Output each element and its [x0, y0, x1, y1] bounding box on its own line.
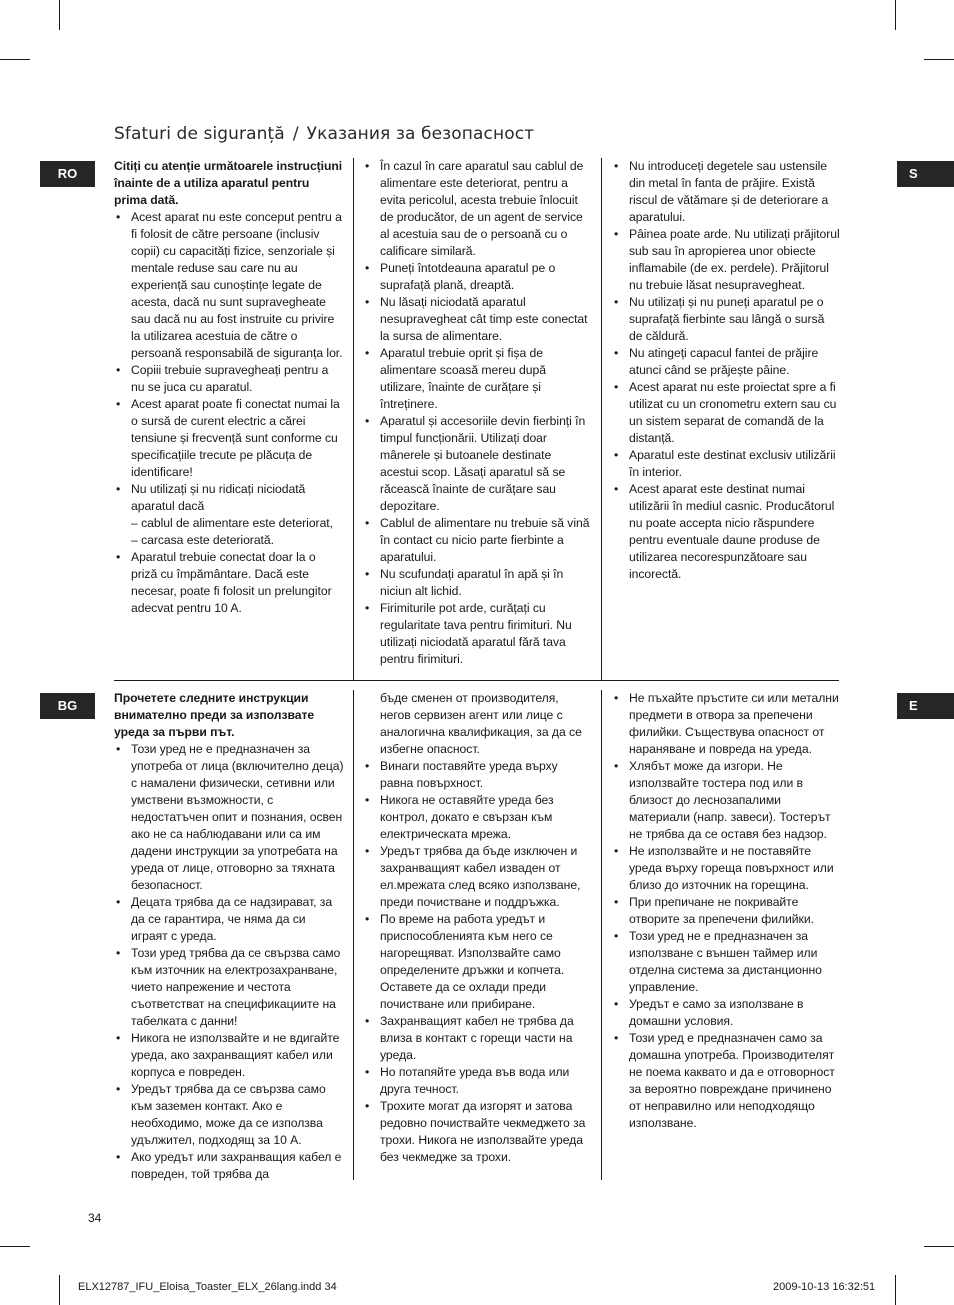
- crop-mark: [924, 1246, 954, 1247]
- ro-list-1: [114, 209, 344, 515]
- ro-list-3: [612, 158, 840, 583]
- ro-column-1: [114, 158, 344, 617]
- title-separator: /: [292, 124, 299, 144]
- bg-intro: Прочетете следните инструкции внимателно преди за използвате уреда за първи път.: [114, 691, 315, 739]
- bg-continuation: бъде сменен от производителя, негов сервизен агент или лице с аналогична квалификация, за да се избегне опасност.: [380, 691, 582, 756]
- ro-list-1b: [114, 549, 344, 617]
- list-item: • Не пъхайте пръстите си или метални предмети в отвора за препечени филийки. Съществува опасност от нараняване и повреда на уреда.: [612, 690, 842, 758]
- bg-list-3: [612, 690, 842, 1132]
- list-item: • Nu utilizați și nu puneți aparatul pe o suprafață fierbinte sau lângă o sursă de căldură.: [612, 294, 840, 345]
- list-item: • Уредът трябва да се свързва само към заземен контакт. Ако е необходимо, може да се използва удължител, подходящ за 10 А.: [114, 1081, 344, 1149]
- list-item: • Но потапяйте уреда във вода или друга течност.: [363, 1064, 591, 1098]
- lang-tab-ro-right: S: [897, 161, 954, 187]
- crop-mark: [895, 0, 896, 30]
- list-item: • Acest aparat nu este proiectat spre a fi utilizat cu un cronometru extern sau cu un sistem separat de comandă de la distanță.: [612, 379, 840, 447]
- lang-tab-bg: BG: [40, 693, 95, 719]
- list-item: • Никога не използвайте и не вдигайте уреда, ако захранващият кабел или корпуса е повреден.: [114, 1030, 344, 1081]
- lang-tab-bg-right: E: [897, 693, 954, 719]
- print-timestamp: 2009-10-13 16:32:51: [773, 1281, 876, 1293]
- ro-column-2: [363, 158, 591, 668]
- list-item: • Уредът е само за използване в домашни условия.: [612, 996, 842, 1030]
- list-item: • Хлябът може да изгори. Не използвайте тостера под или в близост до леснозапалими материали (напр. завеси). Тостерът не трябва да се оставя без надзор.: [612, 758, 842, 843]
- list-item: • Copiii trebuie supravegheați pentru a nu se juca cu aparatul.: [114, 362, 344, 396]
- list-item: • Трохите могат да изгорят и затова редовно почиствайте чекмеджето за трохи. Никога не използвайте уреда без чекмедже за трохи.: [363, 1098, 591, 1166]
- bg-column-3: [612, 690, 842, 1132]
- column-rule: [353, 158, 354, 680]
- lang-tab-ro: RO: [40, 161, 95, 187]
- list-item: • Aparatul trebuie oprit și fișa de alimentare scoasă mereu după utilizare, înainte de curățare și întreținere.: [363, 345, 591, 413]
- list-item: • Aparatul și accesoriile devin fierbinți în timpul funcționării. Utilizați doar mânerele și butoanele destinate acestui scop. Lăsați aparatul să se răcească înainte de curățare sau depozitare.: [363, 413, 591, 515]
- list-item: • Не използвайте и не поставяйте уреда върху гореща повърхност или близо до източник на горещина.: [612, 843, 842, 894]
- list-item: • Винаги поставяйте уреда върху равна повърхност.: [363, 758, 591, 792]
- title-ro: Sfaturi de siguranță: [114, 124, 285, 144]
- list-item: • По време на работа уредът и приспособленията към него се нагорещяват. Използвайте само определените дръжки и копчета. Оставете да се охлади преди почистване или прибиране.: [363, 911, 591, 1013]
- crop-mark: [895, 1275, 896, 1305]
- ro-list-2: [363, 158, 591, 668]
- title-bg: Указания за безопасност: [306, 124, 535, 144]
- list-item: • Aparatul trebuie conectat doar la o priză cu împământare. Dacă este necesar, poate fi folosit un prelungitor adecvat pentru 10 A.: [114, 549, 344, 617]
- list-item: • Захранващият кабел не трябва да влиза в контакт с горещи части на уреда.: [363, 1013, 591, 1064]
- ro-intro: Citiți cu atenție următoarele instrucțiuni înainte de a utiliza aparatul pentru prima dată.: [114, 159, 343, 207]
- list-item: • Firimiturile pot arde, curățați cu regularitate tava pentru firimituri. Nu utilizați niciodată aparatul fără tava pentru firimituri.: [363, 600, 591, 668]
- crop-mark: [59, 1275, 60, 1305]
- list-item: • Nu lăsați niciodată aparatul nesupravegheat cât timp este conectat la sursa de alimentare.: [363, 294, 591, 345]
- page-number: 34: [88, 1211, 102, 1225]
- crop-mark: [0, 1246, 30, 1247]
- list-item: • Acest aparat este destinat numai utilizării în mediul casnic. Producătorul nu poate accepta nicio răspundere pentru eventuale daune produse de utilizarea necorespunzătoare sau incorectă.: [612, 481, 840, 583]
- column-rule: [601, 158, 602, 680]
- list-item: • Ако уредът или захранващия кабел е повреден, той трябва да: [114, 1149, 344, 1183]
- list-subitem: – carcasa este deteriorată.: [131, 533, 274, 547]
- crop-mark: [924, 59, 954, 60]
- list-item: • Уредът трябва да бъде изключен и захранващият кабел изваден от ел.мрежата след всяко използване, преди почистване и поддръжка.: [363, 843, 591, 911]
- list-item: • Aparatul este destinat exclusiv utilizării în interior.: [612, 447, 840, 481]
- bg-list-1: [114, 741, 344, 1183]
- section-divider: [114, 680, 839, 681]
- column-rule: [601, 690, 602, 1180]
- crop-mark: [59, 0, 60, 30]
- list-item: • Този уред не е предназначен за използване с външен таймер или отделна система за дистанционно управление.: [612, 928, 842, 996]
- list-item: • Pâinea poate arde. Nu utilizați prăjitorul sub sau în apropierea unor obiecte inflamabile (de ex. perdele). Prăjitorul nu trebuie lăsat nesupravegheat.: [612, 226, 840, 294]
- list-item: • Puneți întotdeauna aparatul pe o suprafață plană, dreaptă.: [363, 260, 591, 294]
- list-item: • Nu atingeți capacul fantei de prăjire atunci când se prăjește pâine.: [612, 345, 840, 379]
- list-item: • Никога не оставяйте уреда без контрол, докато е свързан към електрическата мрежа.: [363, 792, 591, 843]
- page-title: [114, 124, 534, 144]
- list-item: • Acest aparat nu este conceput pentru a fi folosit de către persoane (inclusiv copii) cu capacități fizice, senzoriale și mentale reduse sau care nu au experiență sau cunoștințe legate de acesta, dacă nu sunt supravegheate sau dacă nu au fost instruite cu privire la utilizarea acestuia de către o persoană responsabilă de siguranța lor.: [114, 209, 344, 362]
- list-item: • При препичане не покривайте отворите за препечени филийки.: [612, 894, 842, 928]
- list-item: • În cazul în care aparatul sau cablul de alimentare este deteriorat, pentru a evita pericolul, acesta trebuie înlocuit de producător, de un agent de service al acestuia sau de o persoană cu o calificare similară.: [363, 158, 591, 260]
- list-subitem: – cablul de alimentare este deteriorat,: [131, 516, 333, 530]
- list-item: • Cablul de alimentare nu trebuie să vină în contact cu nicio parte fierbinte a aparatului.: [363, 515, 591, 566]
- list-item: • Nu introduceți degetele sau ustensile din metal în fanta de prăjire. Există riscul de vătămare și de deteriorare a aparatului.: [612, 158, 840, 226]
- list-item: • Acest aparat poate fi conectat numai la o sursă de curent electric a cărei tensiune și frecvență sunt conforme cu specificațiile trecute pe plăcuța de identificare!: [114, 396, 344, 481]
- crop-mark: [0, 59, 30, 60]
- list-item: • Този уред не е предназначен за употреба от лица (включително деца) с намалени физически, сетивни или умствени възможности, с недостатъчен опит и познания, освен ако не са наблюдавани или са им дадени инструкции за употребата на уреда от лице, отговорно за тяхната безопасност.: [114, 741, 344, 894]
- list-item: • Този уред е предназначен само за домашна употреба. Производителят не поема каквато и да е отговорност за вероятно повреждане причинено от неправилно или неподходящо използване.: [612, 1030, 842, 1132]
- bg-column-1: [114, 690, 344, 1183]
- list-item: • Nu utilizați și nu ridicați niciodată aparatul dacă: [114, 481, 344, 515]
- column-rule: [353, 690, 354, 1180]
- ro-column-3: [612, 158, 840, 583]
- bg-list-2: [363, 758, 591, 1166]
- list-item: • Nu scufundați aparatul în apă și în niciun alt lichid.: [363, 566, 591, 600]
- file-info: ELX12787_IFU_Eloisa_Toaster_ELX_26lang.indd 34: [78, 1281, 337, 1293]
- bg-column-2: [363, 690, 591, 1166]
- list-item: • Децата трябва да се надзирават, за да се гарантира, че няма да си играят с уреда.: [114, 894, 344, 945]
- list-item: • Този уред трябва да се свързва само към източник на електрозахранване, чието напрежение и честота съответстват на спецификациите на табелката с данни!: [114, 945, 344, 1030]
